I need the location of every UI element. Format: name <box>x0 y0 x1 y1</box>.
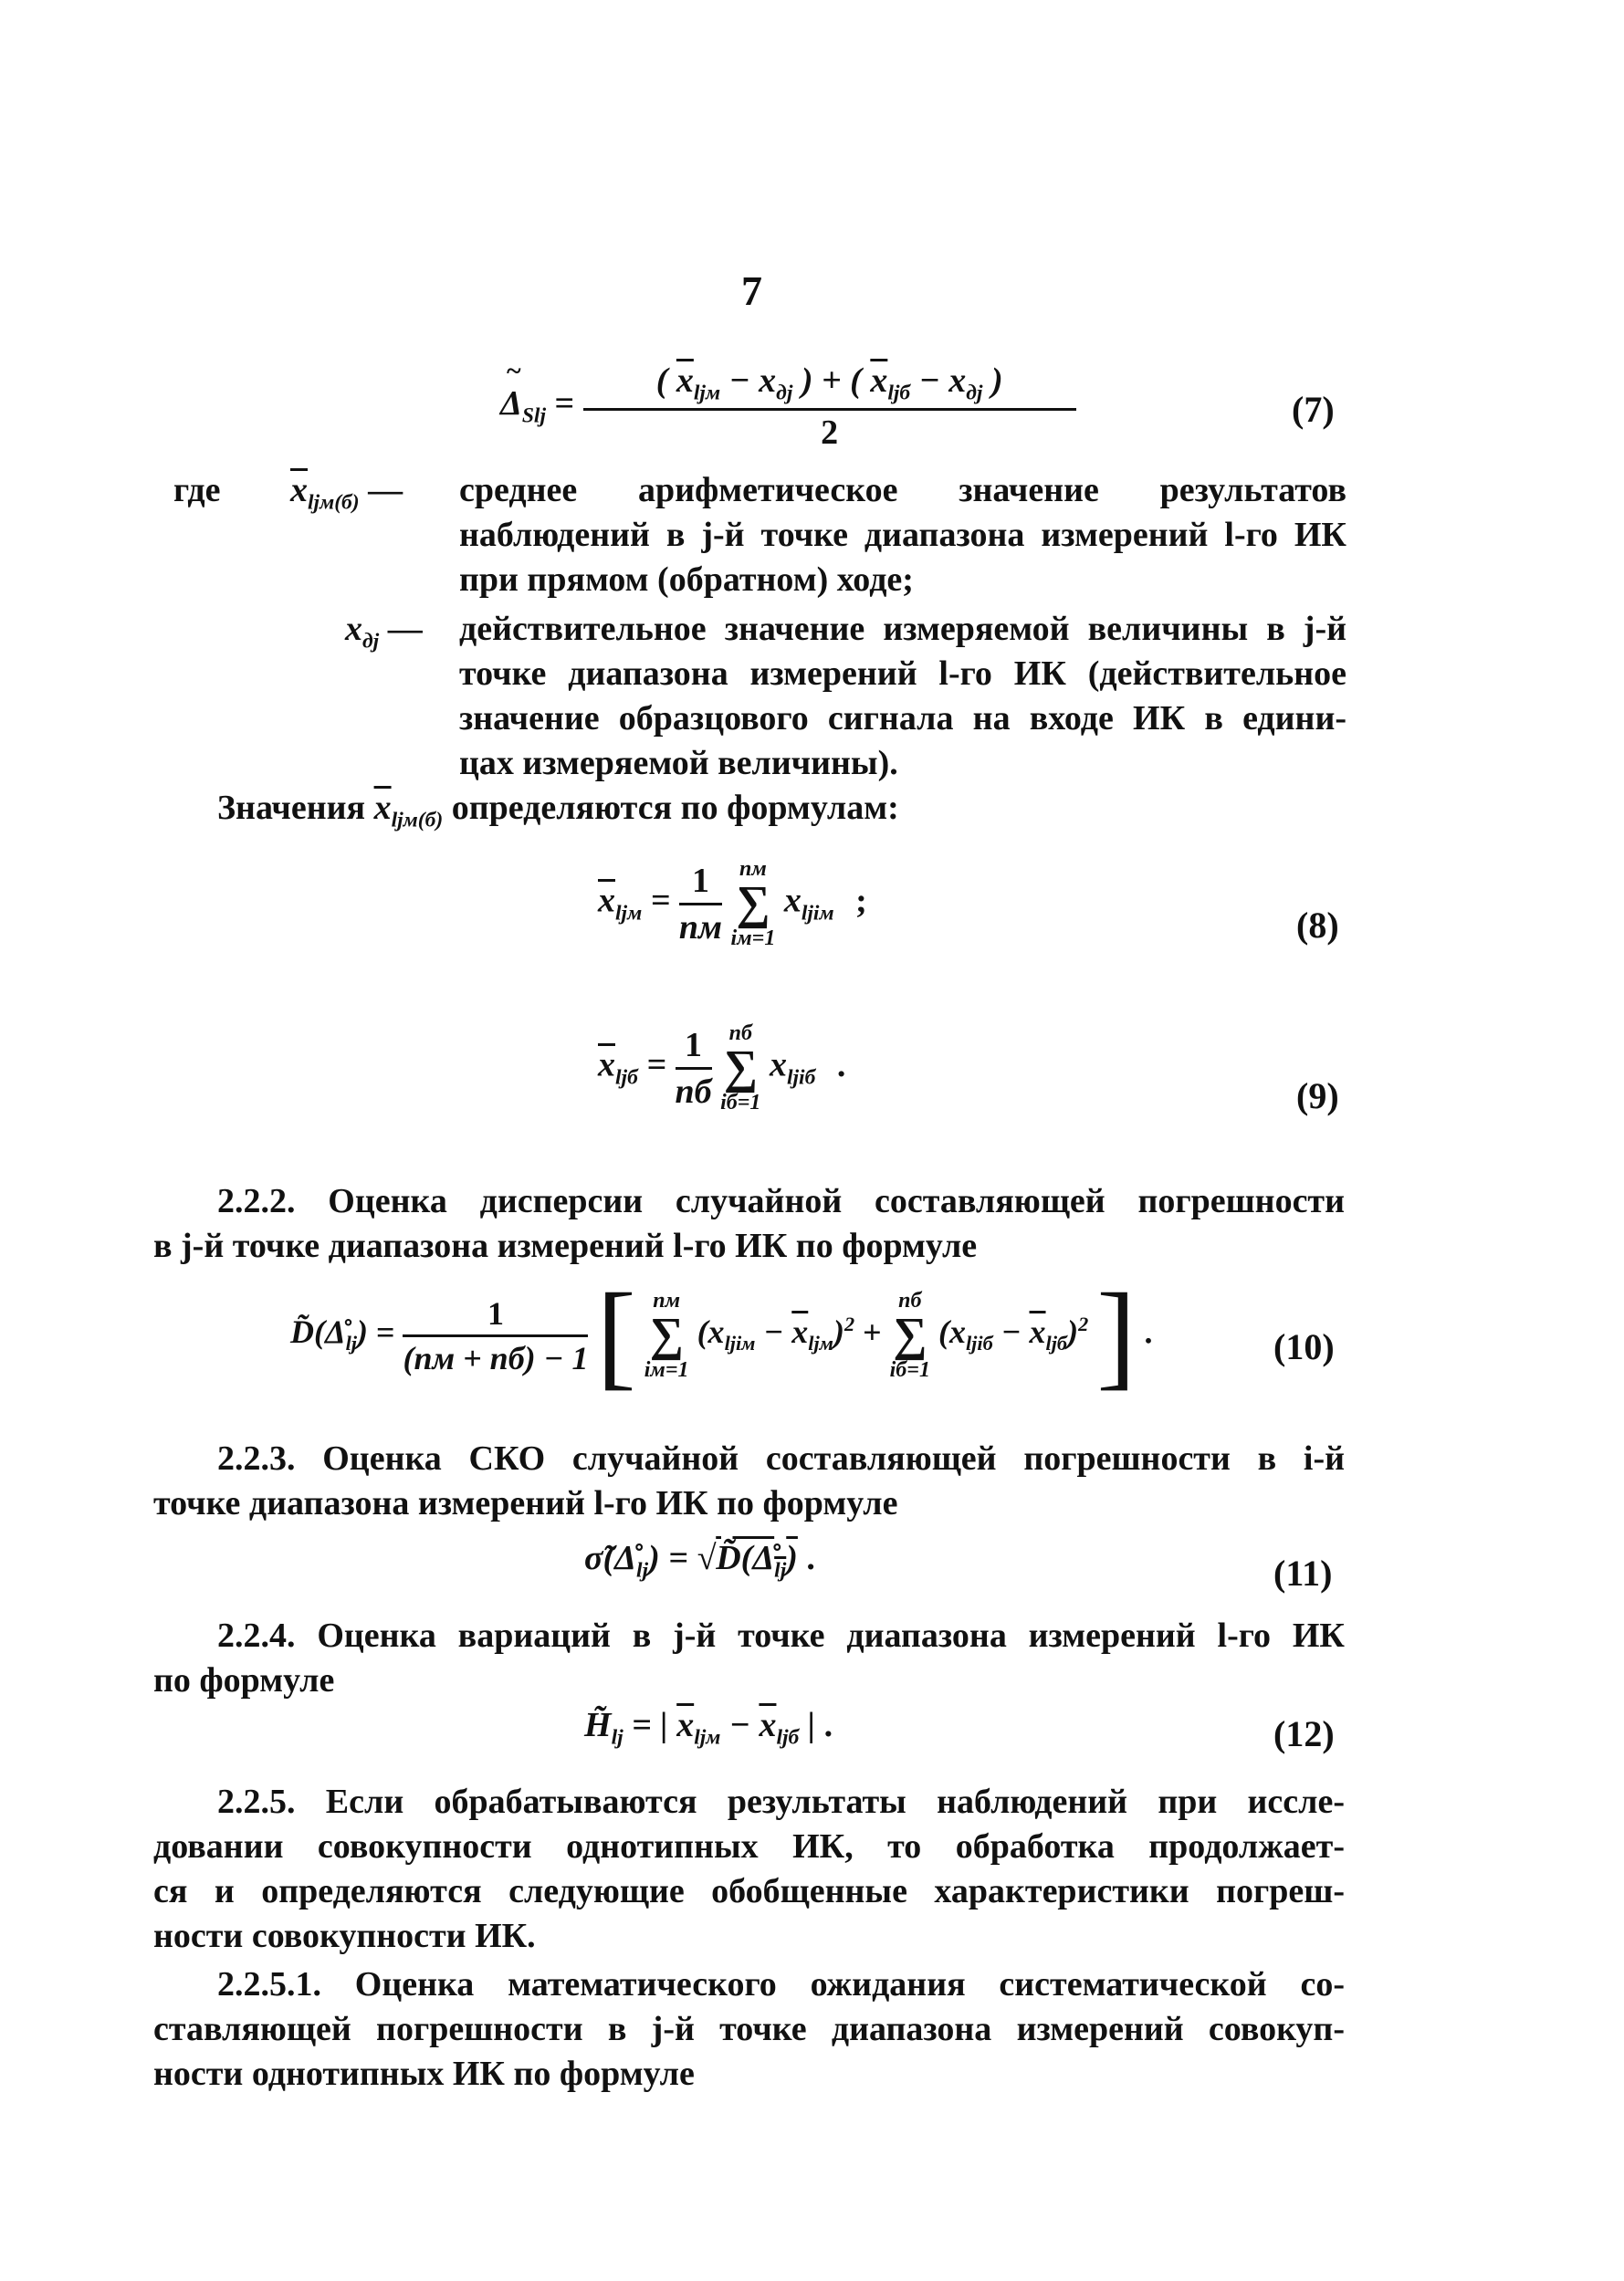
section-2-2-2: 2.2.2. Оценка дисперсии случайной составляющей погрешности в j-й точке диапазона измерений l-го ИК по формуле <box>153 1182 1345 1265</box>
where-item2-text: действительное значение измеряемой величины в j-й точке диапазона измерений l-го ИК (действительное значение образцового сигнала на входе ИК в едини- цах измеряемой величины). <box>459 610 1346 782</box>
where-item1-symbol: $\overline{x}_{ljм(б)}$ — <box>290 471 403 515</box>
equation-10-number: (10) <box>1273 1326 1335 1367</box>
equation-9: $\overline{x}_{ljб}$ = $\frac{1}{nб}$ nб ∑ iб=1 $x_{ljiб}$ . <box>598 1021 846 1114</box>
equation-7-number: (7) <box>1292 389 1335 430</box>
equation-9-number: (9) <box>1296 1075 1339 1116</box>
where-item2-symbol: $x_{дj}$ — <box>345 610 423 654</box>
where-item1-text: среднее арифметическое значение результатов наблюдений в j-й точке диапазона измерений l-го ИК при прямом (обратном) ходе; <box>459 471 1346 599</box>
equation-7: Δ ~ $_{Slj}$ = $\frac{( \overline{x}_{ljм} - x_{дj} ) + ( \overline{x}_{ljб} - x_{дj} )}{2}$ <box>500 361 1076 453</box>
equation-12-number: (12) <box>1273 1713 1335 1754</box>
section-2-2-4: 2.2.4. Оценка вариаций в j-й точке диапазона измерений l-го ИК по формуле <box>153 1617 1345 1700</box>
equation-8: $\overline{x}_{ljм}$ = $\frac{1}{nм}$ nм ∑ iм=1 $x_{ljiм}$ ; <box>598 857 867 950</box>
equation-11-number: (11) <box>1273 1553 1333 1594</box>
equation-8-number: (8) <box>1296 905 1339 946</box>
section-2-2-5-1: 2.2.5.1. Оценка математического ожидания систематической со- ставляющей погрешности в j-й точке диапазона измерений совокуп- ности однотипных ИК по формуле <box>153 1965 1345 2093</box>
section-2-2-3: 2.2.3. Оценка СКО случайной составляющей погрешности в i-й точке диапазона измерений l-го ИК по формуле <box>153 1439 1345 1522</box>
where-label: где <box>173 471 221 509</box>
eq7-fraction: $\frac{( \overline{x}_{ljм} - x_{дj} ) + ( \overline{x}_{ljб} - x_{дj} )}{2}$ <box>583 361 1076 453</box>
equation-10: $D̃(\Deltå_{lj})$ = $\frac{1}{(nм + nб) - 1}$ [ nм ∑ iм=1 $(x_{ljiм} - \overline{x}_{ljм})^2$ + nб ∑ iб=1 $(x_{ljiб} - \overline{x}_{ljб})^2$ ] . <box>290 1270 1153 1401</box>
eq7-lhs: Δ ~ $_{Slj}$ <box>500 356 547 428</box>
equation-11: $\sigmã(\Deltå_{lj})$ = $√D̃(\Deltå_{lj})$ . <box>584 1539 815 1583</box>
page-number: 7 <box>741 267 762 314</box>
values-intro: Значения $\overline{x}_{ljм(б)}$ определяются по формулам: <box>217 789 899 832</box>
section-2-2-5: 2.2.5. Если обрабатываются результаты наблюдений при иссле- довании совокупности однотипных ИК, то обработка продолжает- ся и определяются следующие обобщенные характеристики погреш- ности совокупности ИК. <box>153 1783 1345 1955</box>
equation-12: $H̃_{lj}$ = | $\overline{x}_{ljм} - \overline{x}_{ljб}$ | . <box>584 1706 833 1750</box>
